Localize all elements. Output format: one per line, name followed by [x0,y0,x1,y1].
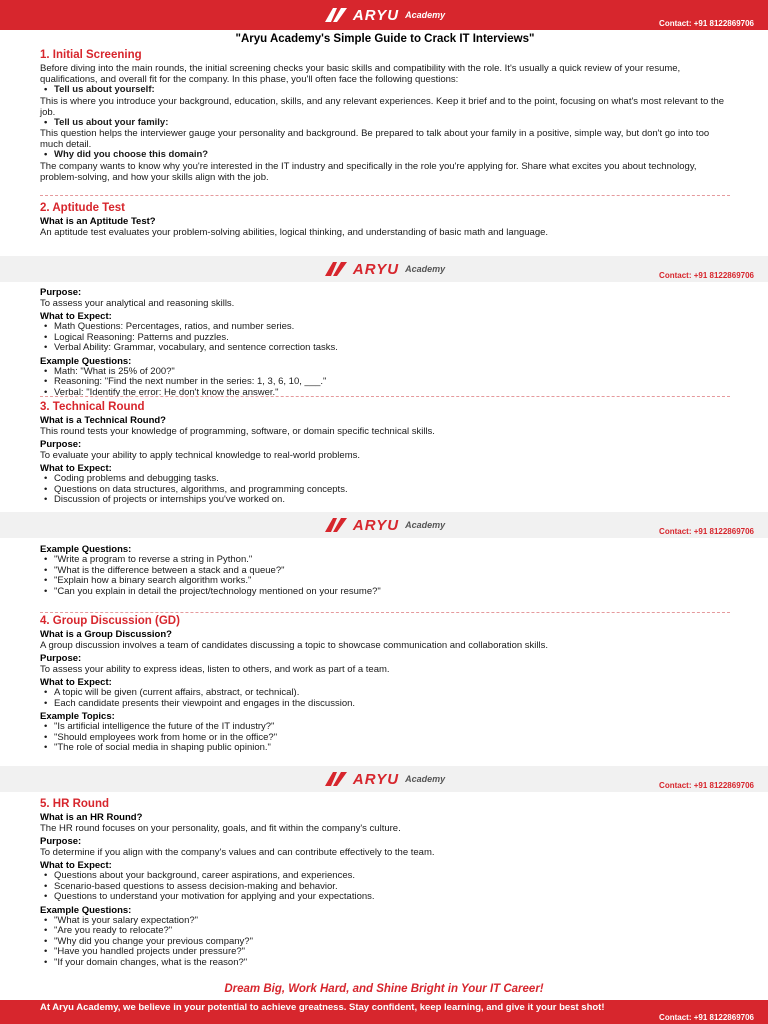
section-group-discussion [40,615,730,754]
what-text: A group discussion involves a team of candidates discussing a topic to showcase communication and collaboration skills. [40,640,548,651]
what-label: What is an HR Round? [40,812,143,823]
section-divider [40,195,730,196]
list-item: • Reasoning: "Find the next number in the series: 1, 3, 6, 10, ___." [40,377,730,388]
brand-name: ARYU [352,516,400,534]
expect-list [40,688,730,709]
closing-slogan: Dream Big, Work Hard, and Shine Bright in Your IT Career! [224,983,544,995]
examples-label: Example Questions: [40,355,132,367]
list-item: • "What is your salary expectation?" [40,916,730,927]
contact-text: Contact: +91 8122869706 [659,527,754,536]
brand-band [0,766,768,792]
purpose-text: To determine if you align with the company's values and can contribute effectively to the team. [40,847,435,858]
list-item: • Questions about your background, career aspirations, and experiences. [40,871,730,882]
aryu-logo-icon [323,771,349,787]
footer-message: At Aryu Academy, we believe in your potential to achieve greatness. Stay confident, keep learning, and give it your best shot! [40,1002,605,1013]
list-item: • "If your domain changes, what is the reason?" [40,958,730,969]
list-item: • "The role of social media in shaping public opinion." [40,743,730,754]
section-technical-round [40,401,730,506]
expect-label: What to Expect: [40,677,112,688]
brand-logo [323,771,445,788]
expect-list [40,474,730,506]
what-label: What is an Aptitude Test? [40,216,156,227]
brand-sub: Academy [405,520,446,530]
section-hr-round [40,798,730,968]
examples-list [40,367,730,399]
list-item: • Scenario-based questions to assess decision-making and behavior. [40,882,730,893]
brand-logo [323,517,445,534]
list-item: • "Explain how a binary search algorithm works." [40,576,730,587]
purpose-text: To evaluate your ability to apply technical knowledge to real-world problems. [40,450,361,461]
expect-label: What to Expect: [40,463,112,474]
brand-name: ARYU [352,6,400,24]
question-item: • Tell us about yourself: [40,85,730,96]
page-title: "Aryu Academy's Simple Guide to Crack IT Interviews" [235,33,535,45]
examples-list [40,555,730,597]
list-item: • Verbal: "Identify the error: He don't know the answer." [40,388,730,399]
purpose-label: Purpose: [40,287,82,298]
section-aptitude-test [40,202,730,238]
examples-list [40,722,730,754]
examples-label: Example Questions: [40,904,132,916]
list-item: • "What is the difference between a stack and a queue?" [40,566,730,577]
section-heading: 2. Aptitude Test [40,202,125,214]
list-item: • "Have you handled projects under pressure?" [40,947,730,958]
what-text: This round tests your knowledge of programming, software, or domain specific technical skills. [40,426,435,437]
list-item: • A topic will be given (current affairs, abstract, or technical). [40,688,730,699]
section-technical-round-examples [40,542,730,597]
section-heading: 1. Initial Screening [40,49,142,61]
section-heading: 4. Group Discussion (GD) [40,615,180,627]
brand-sub: Academy [405,264,446,274]
list-item: • "Is artificial intelligence the future of the IT industry?" [40,722,730,733]
aryu-logo-icon [323,261,349,277]
contact-text: Contact: +91 8122869706 [659,781,754,790]
what-text: An aptitude test evaluates your problem-solving abilities, logical thinking, and understanding of basic math and language. [40,227,549,238]
expect-label: What to Expect: [40,311,112,322]
answer-text: The company wants to know why you're interested in the IT industry and specifically in the role you're applying for. Share what excites you about technology, problem-solving, and how your skills align with the job. [40,160,697,183]
contact-text: Contact: +91 8122869706 [659,19,754,28]
brand-band [0,256,768,282]
brand-sub: Academy [405,10,446,20]
purpose-text: To assess your analytical and reasoning skills. [40,298,235,309]
brand-name: ARYU [352,260,400,278]
what-label: What is a Group Discussion? [40,629,172,640]
examples-list [40,916,730,969]
list-item: • Math Questions: Percentages, ratios, and number series. [40,322,730,333]
section-aptitude-test-details [40,285,730,398]
list-item: • Verbal Ability: Grammar, vocabulary, and sentence correction tasks. [40,343,730,354]
list-item: • "Why did you change your previous company?" [40,937,730,948]
contact-text: Contact: +91 8122869706 [659,1013,754,1022]
answer-text: This is where you introduce your background, education, skills, and any relevant experiences. Keep it brief and to the point, focusing on what's most relevant to the job. [40,95,725,118]
expect-list [40,322,730,354]
what-text: The HR round focuses on your personality, goals, and fit within the company's culture. [40,823,401,834]
section-initial-screening [40,49,730,183]
list-item: • "Should employees work from home or in the office?" [40,733,730,744]
section-divider [40,396,730,397]
purpose-text: To assess your ability to express ideas, listen to others, and work as part of a team. [40,664,390,675]
list-item: • Each candidate presents their viewpoint and engages in the discussion. [40,699,730,710]
list-item: • "Write a program to reverse a string in Python." [40,555,730,566]
section-heading: 3. Technical Round [40,401,145,413]
purpose-label: Purpose: [40,836,82,847]
list-item: • Math: "What is 25% of 200?" [40,367,730,378]
list-item: • "Are you ready to relocate?" [40,926,730,937]
brand-band [0,512,768,538]
list-item: • Questions on data structures, algorithms, and programming concepts. [40,485,730,496]
section-divider [40,612,730,613]
list-item: • "Can you explain in detail the project/technology mentioned on your resume?" [40,587,600,598]
brand-logo [323,7,445,24]
list-item: • Questions to understand your motivation for applying and your expectations. [40,892,600,903]
aryu-logo-icon [323,7,349,23]
examples-label: Example Questions: [40,544,132,555]
expect-label: What to Expect: [40,860,112,871]
brand-logo [323,261,445,278]
aryu-logo-icon [323,517,349,533]
section-intro: Before diving into the main rounds, the initial screening checks your basic skills and compatibility with the role. It's usually a quick review of your resume, qualifications, and overall fit for the company. In this phase, you'll often face the following questions: [40,63,681,85]
section-heading: 5. HR Round [40,798,109,810]
what-label: What is a Technical Round? [40,415,166,426]
examples-label: Example Topics: [40,711,115,722]
question-item: • Why did you choose this domain? [40,150,730,161]
purpose-label: Purpose: [40,439,82,450]
list-item: • Discussion of projects or internships you've worked on. [40,495,730,506]
expect-list [40,871,730,903]
question-item: • Tell us about your family: [40,118,730,129]
list-item: • Logical Reasoning: Patterns and puzzles. [40,333,730,344]
list-item: • Coding problems and debugging tasks. [40,474,730,485]
header-band [0,0,768,30]
contact-text: Contact: +91 8122869706 [659,271,754,280]
brand-sub: Academy [405,774,446,784]
purpose-label: Purpose: [40,653,82,664]
answer-text: This question helps the interviewer gauge your personality and background. Be prepared to talk about your family in a positive, simple way, but don't go into too much detail. [40,128,710,150]
brand-name: ARYU [352,770,400,788]
